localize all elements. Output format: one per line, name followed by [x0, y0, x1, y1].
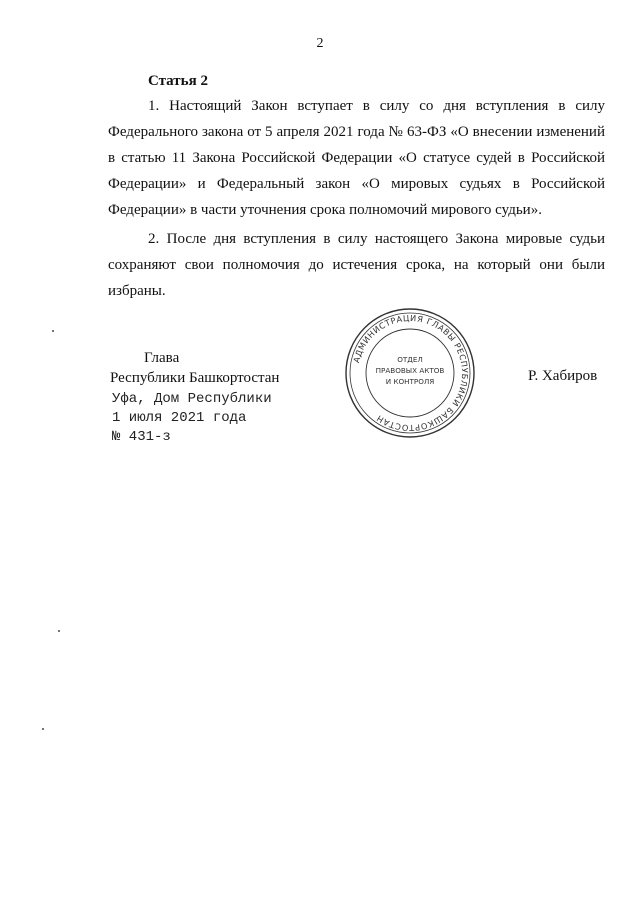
scan-speck	[58, 630, 60, 632]
stamp-center-line-3: И КОНТРОЛЯ	[385, 377, 435, 386]
page-number: 2	[316, 36, 324, 51]
place-date-number	[112, 390, 272, 447]
stamp-center-line-2: ПРАВОВЫХ АКТОВ	[375, 366, 445, 375]
signatory-name: Р. Хабиров	[528, 368, 598, 384]
law-number: № 431-з	[112, 429, 171, 445]
official-stamp-graphic	[342, 306, 478, 440]
signatory-post-line-2: Республики Башкортостан	[110, 370, 280, 386]
official-stamp	[342, 306, 478, 440]
scan-speck	[42, 728, 44, 730]
signing-date: 1 июля 2021 года	[112, 410, 247, 426]
place-of-signing: Уфа, Дом Республики	[112, 391, 272, 407]
article-paragraph-2: 2. После дня вступления в силу настоящего Закона мировые судьи сохраняют свои полномочия до истечения срока, на который они были избраны.	[108, 231, 605, 299]
signatory-post	[110, 348, 279, 388]
article-title: Статья 2	[148, 73, 208, 89]
stamp-outer-text-path: АДМИНИСТРАЦИЯ ГЛАВЫ РЕСПУБЛИКИ БАШКОРТОСТАН	[351, 312, 471, 434]
signatory-post-line-1: Глава	[144, 350, 180, 366]
article-paragraph-1: 1. Настоящий Закон вступает в силу со дня вступления в силу Федерального закона от 5 апреля 2021 года № 63-ФЗ «О внесении изменений в статью 11 Закона Российской Федерации «О статусе судей в Российской Федерации» и Федеральный закон «О мировых судьях в Российской Федерации» в части уточнения срока полномочий мирового судьи».	[108, 98, 605, 218]
scan-speck	[52, 330, 54, 332]
stamp-center-line-1: ОТДЕЛ	[397, 355, 423, 364]
